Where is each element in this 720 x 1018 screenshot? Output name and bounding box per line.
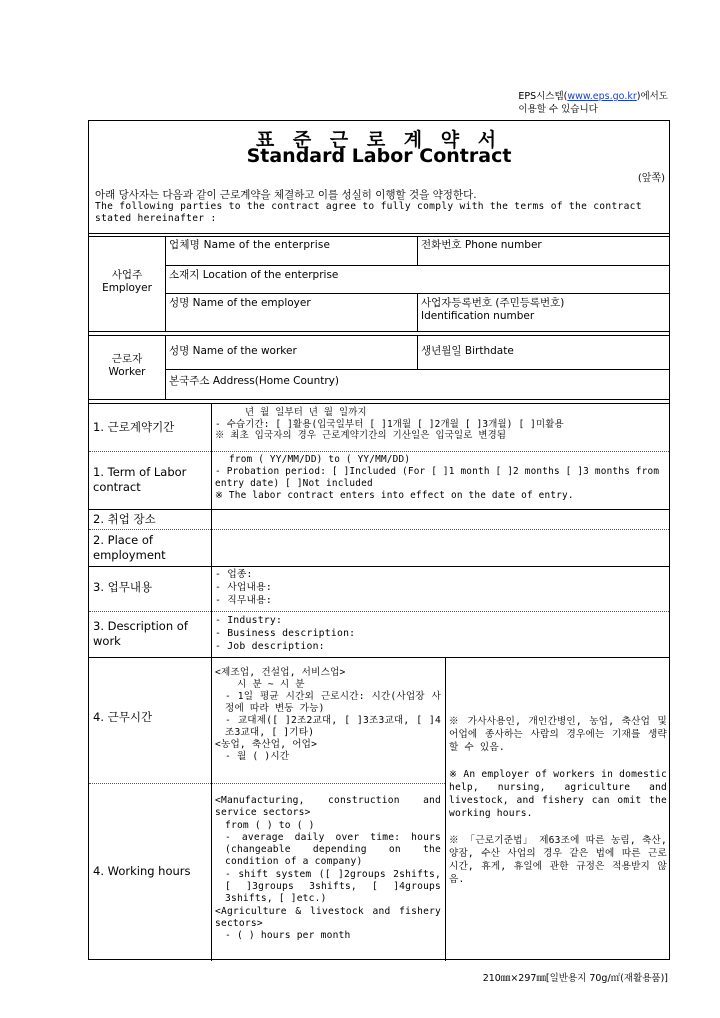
hours-ko-sector-heading: <제조업, 건설업, 서비스업> <box>215 667 346 678</box>
work-en-business: - Business description: <box>215 628 356 639</box>
hours-ko-monthly: - 월 ( )시간 <box>225 751 290 762</box>
hours-ko-time-range: 시 분 ~ 시 분 <box>237 679 305 690</box>
paper-spec-footer: 210㎜×297㎜[일반용지 70g/㎡(재활용품)] <box>482 973 668 984</box>
hours-note-korean-exempt: ※ 가사사용인, 개인간병인, 농업, 축산업 및 어업에 종사하는 사람의 경우에는 기재를 생략할 수 있음. <box>449 716 667 753</box>
contract-form <box>88 120 670 960</box>
term-en-probation: - Probation period: [ ]Included (For [ ]1 month [ ]2 months [ ]3 months from entry date) [ ]Not included <box>215 466 660 489</box>
hours-en-shift: - shift system ([ ]2groups 2shifts, [ ]3groups 3shifts, [ ]4groups 3shifts, [ ]etc.) <box>225 868 441 905</box>
intro-english: The following parties to the contract agree to fully comply with the terms of the contract stated hereinafter : <box>95 201 642 224</box>
title-korean: 표 준 근 로 계 약 서 <box>255 129 503 151</box>
term-en-dates: from ( YY/MM/DD) to ( YY/MM/DD) <box>229 454 411 465</box>
hours-notes <box>449 715 667 886</box>
place-input-area[interactable] <box>215 513 665 565</box>
employer-label-ko: 사업주 <box>111 269 143 281</box>
work-label-en: 3. Description of work <box>93 619 188 648</box>
hours-ko-agri-heading: <농업, 축산업, 어업> <box>215 739 318 750</box>
term-ko-dates: 년 월 일부터 년 월 일까지 <box>245 407 367 418</box>
work-korean-fields[interactable] <box>215 568 272 607</box>
work-ko-job: - 직무내용: <box>215 595 272 606</box>
hours-ko-shift: - 교대제([ ]2조2교대, [ ]3조3교대, [ ]4조3교대, [ ]기타) <box>225 715 441 738</box>
hours-note-labor-standards: ※ 「근로기준법」 제63조에 따른 농림, 축산, 양잠, 수산 사업의 경우 같은 법에 따른 근로시간, 휴게, 휴일에 관한 규정은 적용받지 않음. <box>449 835 667 885</box>
employer-label-en: Employer <box>102 281 152 294</box>
worker-address-field[interactable]: 본국주소 Address(Home Country) <box>169 375 339 387</box>
intro-korean: 아래 당사자는 다음과 같이 근로계약을 체결하고 이를 성실히 이행할 것을 약정한다. <box>95 189 477 201</box>
work-ko-business: - 사업내용: <box>215 582 272 593</box>
enterprise-phone-field[interactable]: 전화번호 Phone number <box>421 239 542 251</box>
hours-en-agri-heading: <Agriculture & livestock and fishery sectors> <box>215 905 441 929</box>
place-label-en: 2. Place of employment <box>93 533 166 562</box>
term-en-note: ※ The labor contract enters into effect on the date of entry. <box>215 490 574 501</box>
hours-note-english-exempt: ※ An employer of workers in domestic help, nursing, agriculture and livestock, and fishery can omit the working hours. <box>449 769 667 819</box>
hours-english-fields[interactable] <box>215 795 441 943</box>
hours-label-en: 4. Working hours <box>93 864 191 878</box>
term-english-fields[interactable] <box>215 454 669 502</box>
title-english: Standard Labor Contract <box>246 145 512 167</box>
eps-availability-note <box>518 90 668 116</box>
term-ko-probation: - 수습기간: [ ]활용(입국일부터 [ ]1개월 [ ]2개월 [ ]3개월) [ ]미활용 <box>215 418 564 430</box>
hours-en-time-range: from ( ) to ( ) <box>225 819 315 831</box>
employer-id-ko: 사업자등록번호 (주민등록번호) <box>421 297 565 309</box>
employer-label <box>89 269 165 294</box>
worker-label-ko: 근로자 <box>111 353 143 365</box>
work-en-industry: - Industry: <box>215 615 283 626</box>
eps-link[interactable]: www.eps.go.kr <box>567 91 637 102</box>
worker-label-en: Worker <box>108 365 146 378</box>
hours-ko-overtime: - 1일 평균 시간외 근로시간: 시간(사업장 사정에 따라 변동 가능) <box>225 691 441 714</box>
front-side-label: (앞쪽) <box>637 173 665 184</box>
enterprise-location-field[interactable]: 소재지 Location of the enterprise <box>169 269 339 281</box>
employer-id-en: Identification number <box>421 309 535 322</box>
employer-id-field[interactable] <box>421 297 564 322</box>
term-label-ko: 1. 근로계약기간 <box>93 420 175 434</box>
worker-name-field[interactable]: 성명 Name of the worker <box>169 345 297 357</box>
work-ko-industry: - 업종: <box>215 569 253 580</box>
work-en-job: - Job description: <box>215 641 325 652</box>
hours-en-sector-heading: <Manufacturing, construction and service sectors> <box>215 795 441 819</box>
worker-birthdate-field[interactable]: 생년월일 Birthdate <box>421 345 514 357</box>
term-label-en: 1. Term of Labor contract <box>93 465 187 494</box>
note-suffix: )에서도 <box>636 91 668 102</box>
work-english-fields[interactable] <box>215 614 355 653</box>
work-label-ko: 3. 업무내용 <box>93 580 153 594</box>
term-korean-fields[interactable] <box>215 407 669 442</box>
note-line2: 이용할 수 있습니다 <box>518 104 598 115</box>
hours-label-ko: 4. 근무시간 <box>93 710 153 724</box>
hours-en-monthly: - ( ) hours per month <box>225 930 351 942</box>
employer-name-field[interactable]: 성명 Name of the employer <box>169 297 311 309</box>
enterprise-name-field[interactable]: 업체명 Name of the enterprise <box>169 239 331 251</box>
worker-label <box>89 353 165 378</box>
hours-en-overtime: - average daily over time: hours (changeable depending on the condition of a company) <box>225 831 441 868</box>
place-label-ko: 2. 취업 장소 <box>93 512 156 526</box>
term-ko-note: ※ 최초 입국자의 경우 근로계약기간의 기산일은 입국일로 변경됨 <box>215 430 507 441</box>
note-prefix: EPS시스템( <box>518 91 568 102</box>
intro-text <box>95 189 665 225</box>
hours-korean-fields[interactable] <box>215 667 441 763</box>
